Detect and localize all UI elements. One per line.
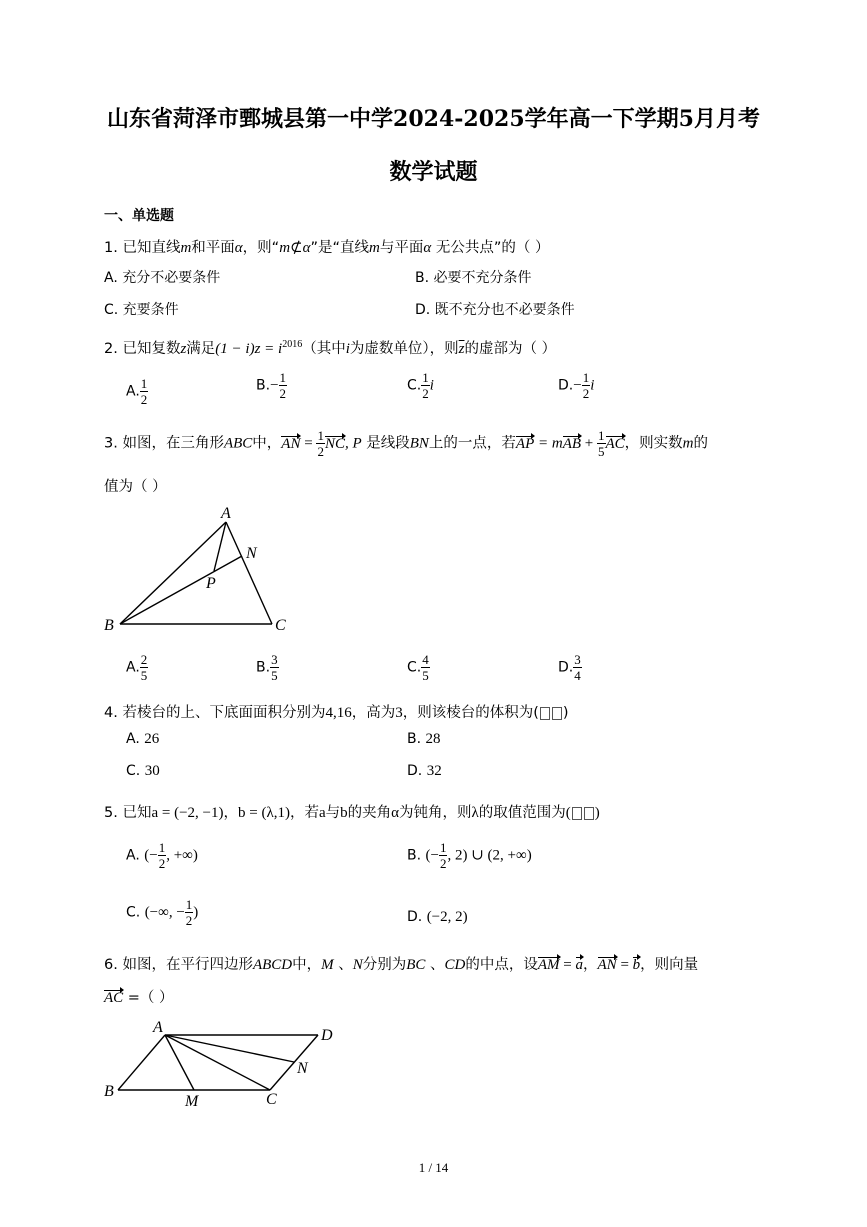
q3-option-c: C. $\frac{4}{5}$ — [407, 652, 429, 683]
q1-option-d: D. 既不充分也不必要条件 — [415, 302, 575, 318]
label-n: N — [246, 545, 257, 562]
q1-option-c: C. 充要条件 — [104, 302, 179, 318]
label-p: P — [206, 575, 216, 592]
q4-option-c: C. 30 — [126, 763, 160, 779]
q5-option-d: D. (−2, 2) — [407, 909, 468, 925]
label-d: D — [321, 1027, 333, 1044]
label-a: A — [153, 1019, 163, 1036]
q1-option-a: A. 充分不必要条件 — [104, 270, 221, 286]
page-number: 1 / 14 — [418, 1160, 449, 1175]
label-n: N — [297, 1060, 308, 1077]
q5-option-b: B. (− $\frac{1}{2}$ , 2) ∪ (2, +∞) — [407, 840, 532, 871]
question-6: 6. 如图，在平行四边形ABCD中，M 、N分别为BC 、CD的中点，设AM = a，AN = b，则向量 — [104, 957, 699, 973]
q2-option-c: C. $\frac{1}{2}$ i — [407, 370, 434, 401]
label-c: C — [275, 617, 286, 634]
label-c: C — [266, 1091, 277, 1108]
q1-option-b: B. 必要不充分条件 — [415, 270, 532, 286]
question-4: 4. 若棱台的上、下底面面积分别为4,16，高为3，则该棱台的体积为( ) — [104, 705, 569, 721]
question-5: 5. 已知a = (−2, −1)，b = (λ,1)，若a与b的夹角α为钝角，则λ的取值范围为( ) — [104, 805, 600, 821]
q2-option-a: A. $\frac{1}{2}$ — [126, 376, 148, 407]
q5-option-c: C. (−∞, − $\frac{1}{2}$ ) — [126, 897, 199, 928]
q2-option-b: B.− $\frac{1}{2}$ — [256, 370, 287, 401]
page-subtitle: 数学试题 — [389, 159, 478, 185]
placeholder-box — [552, 707, 562, 720]
label-a: A — [221, 505, 231, 522]
question-3: 3. 如图，在三角形ABC中，AN = $\frac{1}{2}$ NC, P 是线段BN上的一点，若AP = mAB + $\frac{1}{5}$ AC，则实数m的 — [104, 428, 709, 459]
q3-option-b: B. $\frac{3}{5}$ — [256, 652, 278, 683]
label-b: B — [104, 1083, 114, 1100]
q5-option-a: A. (− $\frac{1}{2}$ , +∞) — [126, 840, 198, 871]
label-b: B — [104, 617, 114, 634]
q4-option-d: D. 32 — [407, 763, 442, 779]
parallelogram-figure — [100, 1018, 350, 1113]
question-3-line2: 值为（ ） — [104, 479, 167, 495]
placeholder-box — [584, 807, 594, 820]
question-2: 2. 已知复数z满足$(1 - i)z = i^{2016}$（其中i为虚数单位），则$\overline{z}$的虚部为（ ） — [104, 339, 557, 357]
q3-option-a: A. $\frac{2}{5}$ — [126, 652, 148, 683]
section-heading: 一、单选题 — [104, 208, 174, 224]
q4-option-b: B. 28 — [407, 731, 441, 747]
label-m: M — [185, 1093, 199, 1110]
q2-option-d: D.− $\frac{1}{2}$ i — [558, 370, 595, 401]
question-1: 1. 已知直线m和平面α，则“m⊄α”是“直线m与平面α 无公共点”的（ ） — [104, 240, 550, 256]
page-title: 山东省菏泽市鄄城县第一中学2024-2025学年高一下学期5月月考 — [107, 106, 760, 132]
triangle-figure — [100, 500, 300, 640]
question-6-line2: AC =（ ） — [104, 990, 174, 1006]
q3-option-d: D. $\frac{3}{4}$ — [558, 652, 581, 683]
placeholder-box — [572, 807, 582, 820]
placeholder-box — [540, 707, 550, 720]
q4-option-a: A. 26 — [126, 731, 160, 747]
